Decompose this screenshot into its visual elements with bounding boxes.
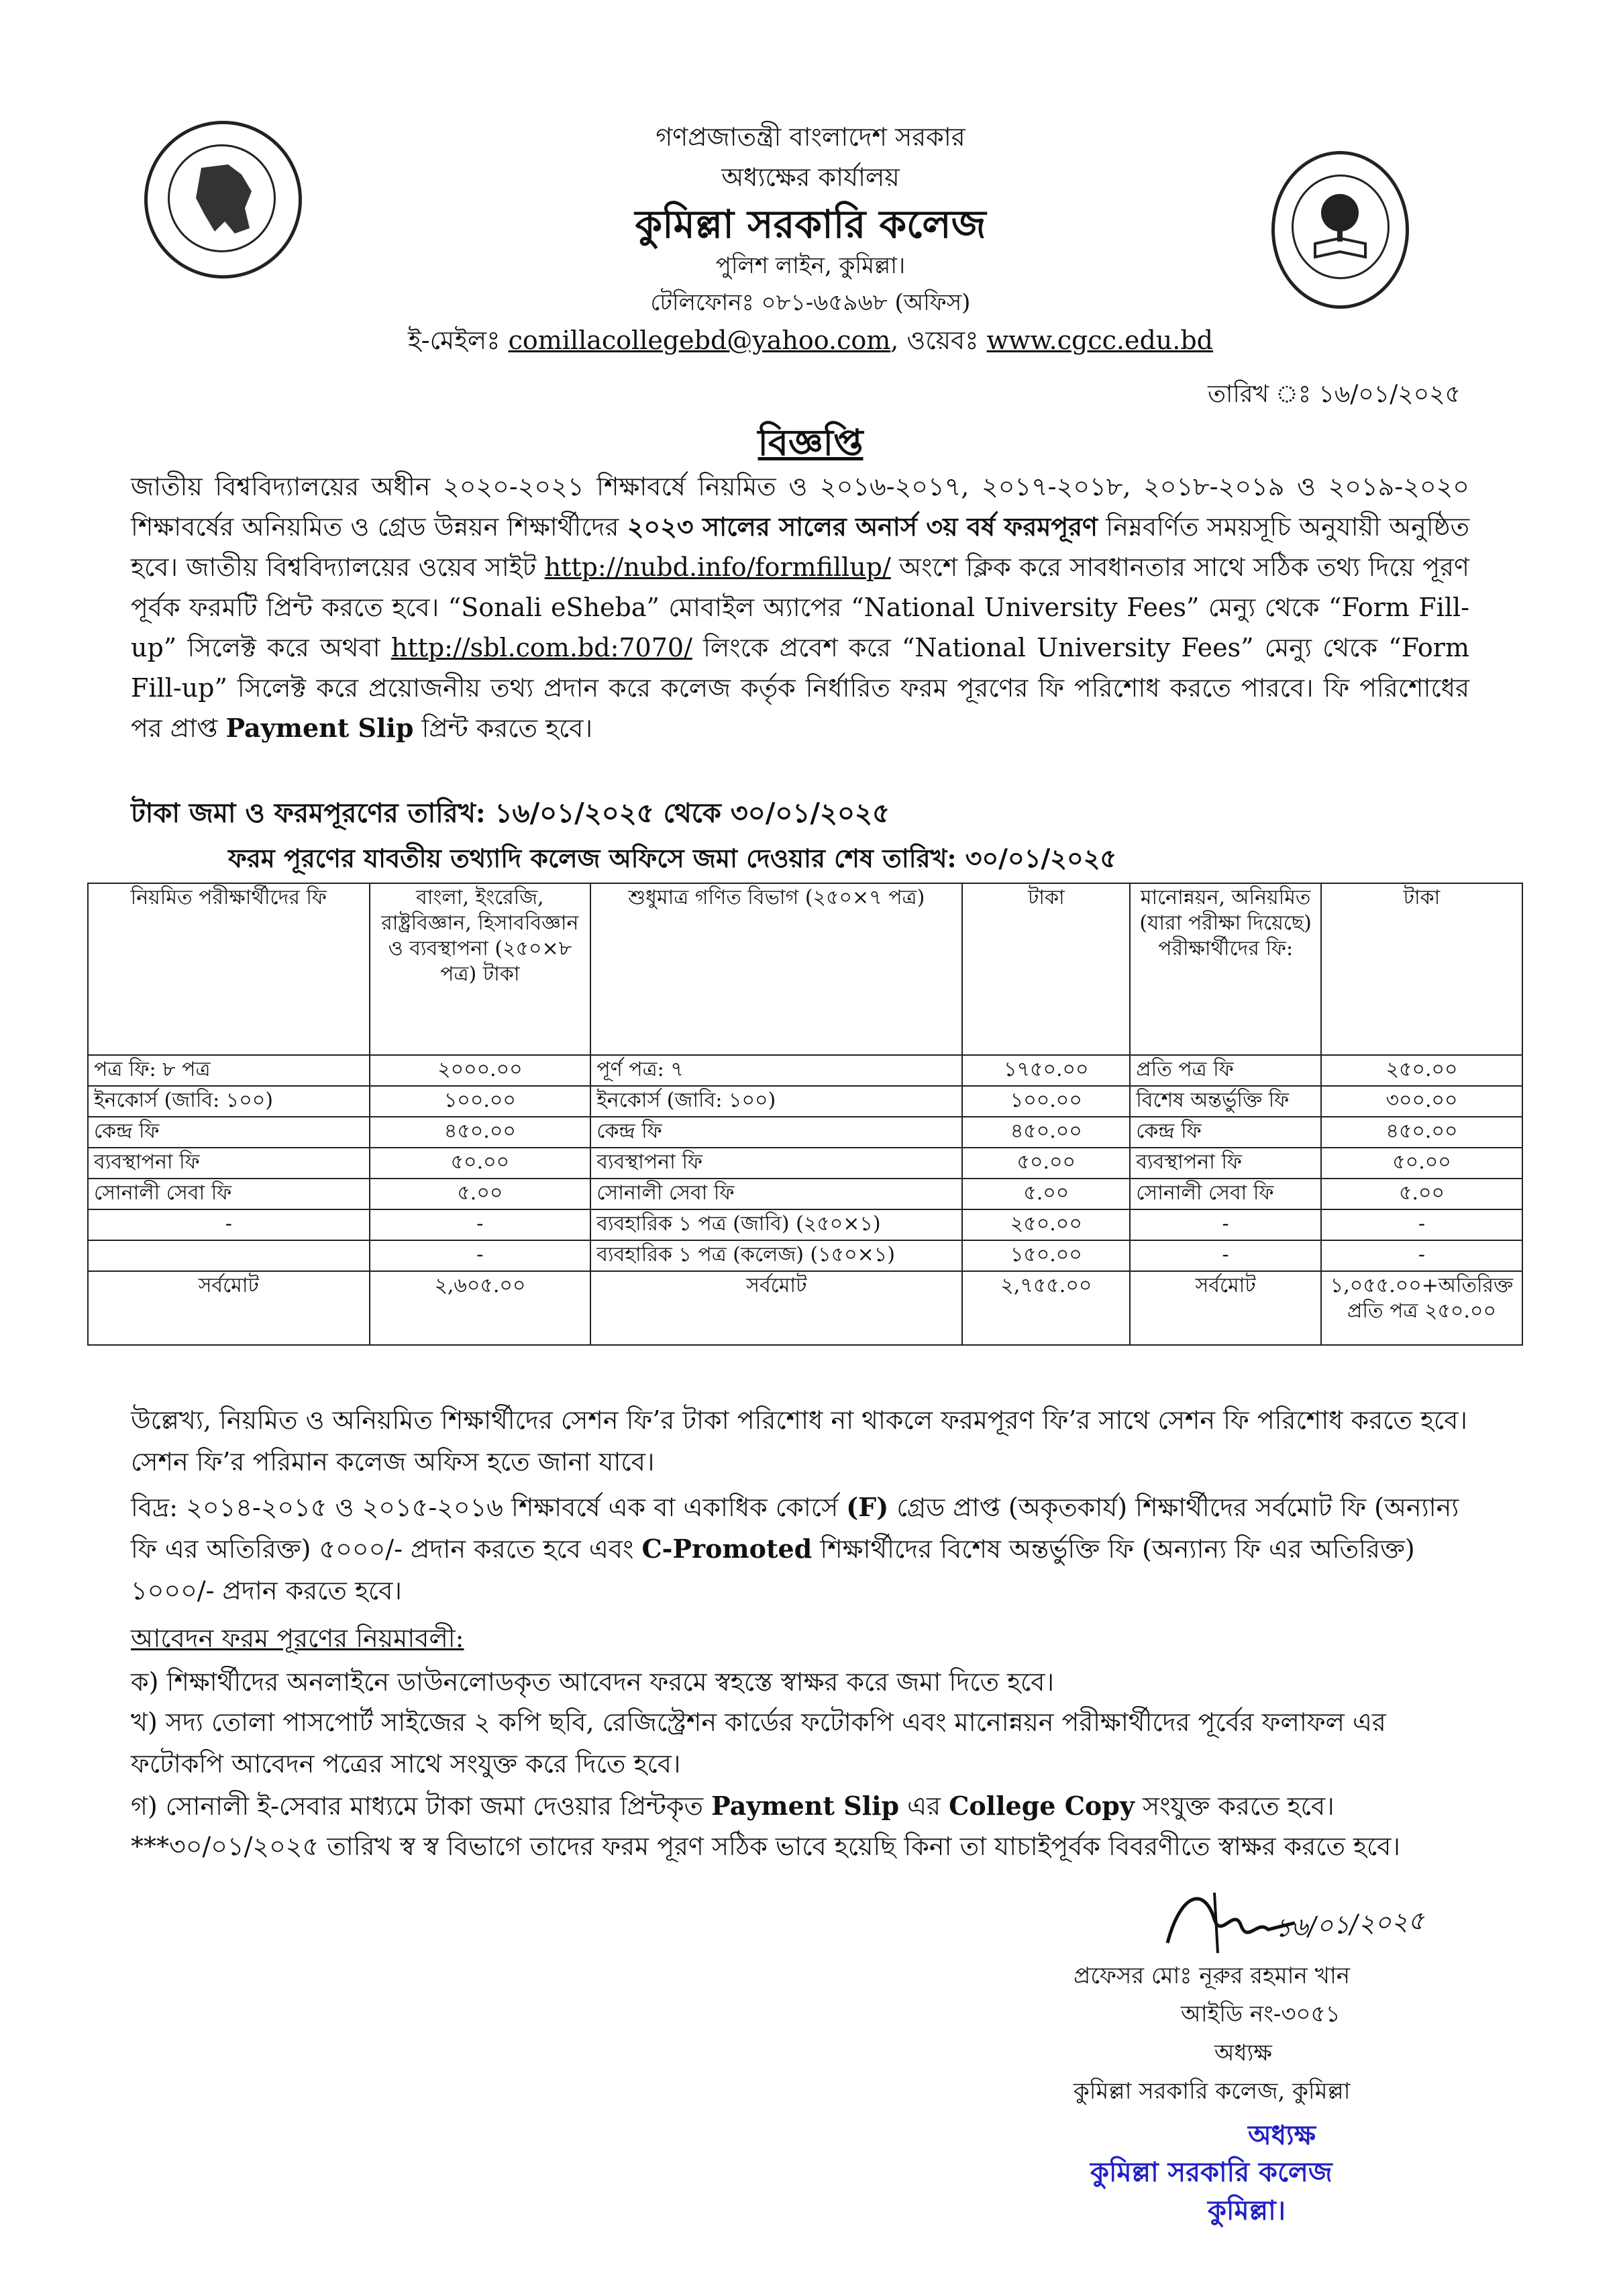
web-label: , ওয়েবঃ	[890, 326, 979, 355]
payment-slip-text: Payment Slip	[225, 713, 414, 743]
table-cell: ব্যবস্থাপনা ফি	[1130, 1148, 1321, 1179]
stamp-city: কুমিল্লা।	[1208, 2195, 1286, 2226]
table-total-cell: সর্বমোট	[1130, 1271, 1321, 1345]
table-cell: ৪৫০.০০	[962, 1117, 1130, 1148]
table-cell: ৫০.০০	[1321, 1148, 1522, 1179]
table-cell: ৫.০০	[1321, 1179, 1522, 1209]
table-cell: কেন্দ্র ফি	[1130, 1117, 1321, 1148]
submission-deadline: ফরম পূরণের যাবতীয় তথ্যাদি কলেজ অফিসে জমা দেওয়ার শেষ তারিখ: ৩০/০১/২০২৫	[228, 843, 1117, 873]
office-title: অধ্যক্ষের কার্যালয়	[721, 162, 900, 192]
table-header-cell: টাকা	[962, 883, 1130, 1055]
table-cell: পূর্ণ পত্র: ৭	[590, 1055, 962, 1086]
intro-bold-text: ২০২৩ সালের সালের অনার্স ৩য় বর্ষ ফরমপূরণ	[627, 511, 1098, 542]
rule-item: ***৩০/০১/২০২৫ তারিখ স্ব স্ব বিভাগে তাদের ফরম পূরণ সঠিক ভাবে হয়েছি কিনা তা যাচাইপূর্বক বিবরণীতে স্বাক্ষর করতে হবে।	[131, 1832, 1401, 1861]
rule-text-2: এর	[907, 1791, 941, 1821]
table-cell: পত্র ফি: ৮ পত্র	[88, 1055, 370, 1086]
college-name: কুমিল্লা সরকারি কলেজ	[635, 201, 986, 247]
special-note-text-3: শিক্ষার্থীদের বিশেষ অন্তর্ভুক্তি ফি (অন্যান্য ফি এর অতিরিক্ত) ১০০০/- প্রদান করতে হবে।	[131, 1534, 1415, 1605]
table-cell: প্রতি পত্র ফি	[1130, 1055, 1321, 1086]
signatory-role: অধ্যক্ষ	[1214, 2040, 1272, 2066]
table-cell: ১০০.০০	[962, 1086, 1130, 1117]
intro-text-4: লিংকে প্রবেশ করে “National University Fees” মেন্যু থেকে “Form Fill-up” সিলেক্ট করে প্রয়োজনীয় তথ্য প্রদান করে কলেজ কর্তৃক নির্ধারিত ফরম পূরণের ফি পরিশোধ করতে পারবে। ফি পরিশোধের পর প্রাপ্ত	[131, 633, 1469, 743]
signatory-college: কুমিল্লা সরকারি কলেজ, কুমিল্লা	[1074, 2078, 1351, 2105]
table-cell: ১৫০.০০	[962, 1240, 1130, 1271]
table-cell: ৪৫০.০০	[1321, 1117, 1522, 1148]
special-note-cpromoted: C-Promoted	[641, 1534, 813, 1564]
rule-text-1: গ) সোনালী ই-সেবার মাধ্যমে টাকা জমা দেওয়ার প্রিন্টকৃত	[131, 1791, 704, 1821]
rule-text-3: সংযুক্ত করতে হবে।	[1143, 1791, 1335, 1821]
notice-title: বিজ্ঞপ্তি	[757, 421, 864, 464]
table-cell: ব্যবস্থাপনা ফি	[88, 1148, 370, 1179]
table-cell: কেন্দ্র ফি	[590, 1117, 962, 1148]
notice-date: তারিখ ঃ ১৬/০১/২০২৫	[1208, 381, 1461, 408]
table-total-cell: সর্বমোট	[88, 1271, 370, 1345]
fee-table	[87, 883, 1523, 1346]
table-row	[88, 1117, 1522, 1148]
intro-text-1: জাতীয় বিশ্ববিদ্যালয়ের অধীন ২০২০-২০২১ শিক্ষাবর্ষে নিয়মিত ও ২০১৬-২০১৭, ২০১৭-২০১৮, ২০১৮-২০১৯ ও ২০১৯-২০২০ শিক্ষাবর্ষের অনিয়মিত ও গ্রেড উন্নয়ন শিক্ষার্থীদের	[131, 472, 1469, 542]
table-cell: ইনকোর্স (জাবি: ১০০)	[88, 1086, 370, 1117]
table-cell: ব্যবহারিক ১ পত্র (জাবি) (২৫০×১)	[590, 1209, 962, 1240]
signatory-name: প্রফেসর মোঃ নূরুর রহমান খান	[1074, 1962, 1351, 1989]
table-cell: ৫০.০০	[370, 1148, 591, 1179]
table-cell: সোনালী সেবা ফি	[1130, 1179, 1321, 1209]
intro-text-2: নিম্নবর্ণিত সময়সূচি অনুযায়ী অনুষ্ঠিত হবে। জাতীয় বিশ্ববিদ্যালয়ের ওয়েব সাইট	[131, 512, 1469, 582]
stamp-role: অধ্যক্ষ	[1248, 2119, 1316, 2151]
signature-date: ১৬/০১/২০২৫	[1273, 1905, 1425, 1943]
table-row	[88, 1209, 1522, 1240]
special-note-grade: (F)	[846, 1492, 889, 1522]
table-row	[88, 1240, 1522, 1271]
intro-text-5: প্রিন্ট করতে হবে।	[421, 713, 593, 743]
table-cell: -	[1321, 1209, 1522, 1240]
intro-paragraph	[131, 466, 1469, 748]
table-cell	[88, 1240, 370, 1271]
table-header-cell: নিয়মিত পরীক্ষার্থীদের ফি	[88, 883, 370, 1055]
govt-title: গণপ্রজাতন্ত্রী বাংলাদেশ সরকার	[656, 122, 965, 152]
website-link[interactable]: www.cgcc.edu.bd	[986, 326, 1213, 355]
table-cell: -	[1130, 1209, 1321, 1240]
email-link[interactable]: comillacollegebd@yahoo.com	[508, 326, 891, 355]
table-header-cell: মানোন্নয়ন, অনিয়মিত (যারা পরীক্ষা দিয়েছে) পরীক্ষার্থীদের ফি:	[1130, 883, 1321, 1055]
table-header-cell: বাংলা, ইংরেজি, রাষ্ট্রবিজ্ঞান, হিসাববিজ্ঞান ও ব্যবস্থাপনা (২৫০×৮ পত্র) টাকা	[370, 883, 591, 1055]
nu-formfillup-link[interactable]: http://nubd.info/formfillup/	[544, 552, 891, 582]
rule-item: খ) সদ্য তোলা পাসপোর্ট সাইজের ২ কপি ছবি, রেজিস্ট্রেশন কার্ডের ফটোকপি এবং মানোন্নয়ন পরীক্ষার্থীদের পূর্বের ফলাফল এর ফটোকপি আবেদন পত্রের সাথে সংযুক্ত করে দিতে হবে।	[131, 1707, 1386, 1779]
table-total-row	[88, 1271, 1522, 1345]
table-header-cell: টাকা	[1321, 883, 1522, 1055]
email-label: ই-মেইলঃ	[408, 326, 501, 355]
rule-college-copy: College Copy	[949, 1791, 1135, 1821]
table-row	[88, 1179, 1522, 1209]
table-cell: ৩০০.০০	[1321, 1086, 1522, 1117]
table-cell: ৫.০০	[962, 1179, 1130, 1209]
special-note	[131, 1487, 1473, 1611]
table-cell: ১৭৫০.০০	[962, 1055, 1130, 1086]
table-cell: সোনালী সেবা ফি	[590, 1179, 962, 1209]
table-cell: ৪৫০.০০	[370, 1117, 591, 1148]
table-cell: সোনালী সেবা ফি	[88, 1179, 370, 1209]
table-cell: ১০০.০০	[370, 1086, 591, 1117]
table-cell: বিশেষ অন্তর্ভুক্তি ফি	[1130, 1086, 1321, 1117]
table-total-cell: ১,০৫৫.০০+অতিরিক্ত প্রতি পত্র ২৫০.০০	[1321, 1271, 1522, 1345]
table-total-cell: ২,৬০৫.০০	[370, 1271, 591, 1345]
table-cell: কেন্দ্র ফি	[88, 1117, 370, 1148]
table-cell: -	[1130, 1240, 1321, 1271]
table-cell: ২৫০.০০	[1321, 1055, 1522, 1086]
table-total-cell: সর্বমোট	[590, 1271, 962, 1345]
table-cell: ৫.০০	[370, 1179, 591, 1209]
special-note-text-2: গ্রেড প্রাপ্ত (অকৃতকার্য) শিক্ষার্থীদের সর্বমোট ফি (অন্যান্য ফি এর অতিরিক্ত) ৫০০০/- প্রদান করতে হবে এবং	[131, 1493, 1459, 1564]
rule-item: ক) শিক্ষার্থীদের অনলাইনে ডাউনলোডকৃত আবেদন ফরমে স্বহস্তে স্বাক্ষর করে জমা দিতে হবে।	[131, 1667, 1055, 1697]
stamp-college: কুমিল্লা সরকারি কলেজ	[1090, 2156, 1332, 2188]
sbl-link[interactable]: http://sbl.com.bd:7070/	[390, 633, 692, 662]
table-cell: ৫০.০০	[962, 1148, 1130, 1179]
special-note-text-1: বিদ্র: ২০১৪-২০১৫ ও ২০১৫-২০১৬ শিক্ষাবর্ষে এক বা একাধিক কোর্সে	[131, 1493, 839, 1522]
table-cell: -	[1321, 1240, 1522, 1271]
table-cell: ২০০০.০০	[370, 1055, 591, 1086]
table-cell: ব্যবস্থাপনা ফি	[590, 1148, 962, 1179]
contact-line	[0, 321, 1621, 364]
table-row	[88, 1086, 1522, 1117]
table-row	[88, 1148, 1522, 1179]
table-cell: -	[88, 1209, 370, 1240]
signatory-id: আইডি নং-৩০৫১	[1181, 2001, 1341, 2028]
payment-deadline: টাকা জমা ও ফরমপূরণের তারিখ: ১৬/০১/২০২৫ থেকে ৩০/০১/২০২৫	[131, 797, 890, 829]
rule-payment-slip: Payment Slip	[711, 1791, 900, 1821]
college-phone: টেলিফোনঃ ০৮১-৬৫৯৬৮ (অফিস)	[650, 289, 971, 316]
table-cell: ব্যবহারিক ১ পত্র (কলেজ) (১৫০×১)	[590, 1240, 962, 1271]
table-cell: -	[370, 1240, 591, 1271]
table-cell: -	[370, 1209, 591, 1240]
table-header-cell: শুধুমাত্র গণিত বিভাগ (২৫০×৭ পত্র)	[590, 883, 962, 1055]
rule-item	[131, 1785, 1473, 1827]
table-cell: ইনকোর্স (জাবি: ১০০)	[590, 1086, 962, 1117]
college-address: পুলিশ লাইন, কুমিল্লা।	[715, 252, 906, 279]
intro-text-3: অংশে ক্লিক করে সাবধানতার সাথে সঠিক তথ্য দিয়ে পূরণ পূর্বক ফরমটি প্রিন্ট করতে হবে। “Sonali eSheba” মোবাইল অ্যাপের “National University Fees” মেন্যু থেকে “Form Fill-up” সিলেক্ট করে অথবা	[131, 552, 1469, 662]
table-cell: ২৫০.০০	[962, 1209, 1130, 1240]
table-row	[88, 1055, 1522, 1086]
rules-title: আবেদন ফরম পূরণের নিয়মাবলী:	[131, 1624, 464, 1653]
session-fee-note: উল্লেখ্য, নিয়মিত ও অনিয়মিত শিক্ষার্থীদের সেশন ফি’র টাকা পরিশোধ না থাকলে ফরমপূরণ ফি’র সাথে সেশন ফি পরিশোধ করতে হবে। সেশন ফি’র পরিমান কলেজ অফিস হতে জানা যাবে।	[131, 1405, 1467, 1477]
table-total-cell: ২,৭৫৫.০০	[962, 1271, 1130, 1345]
table-header-row	[88, 883, 1522, 1055]
